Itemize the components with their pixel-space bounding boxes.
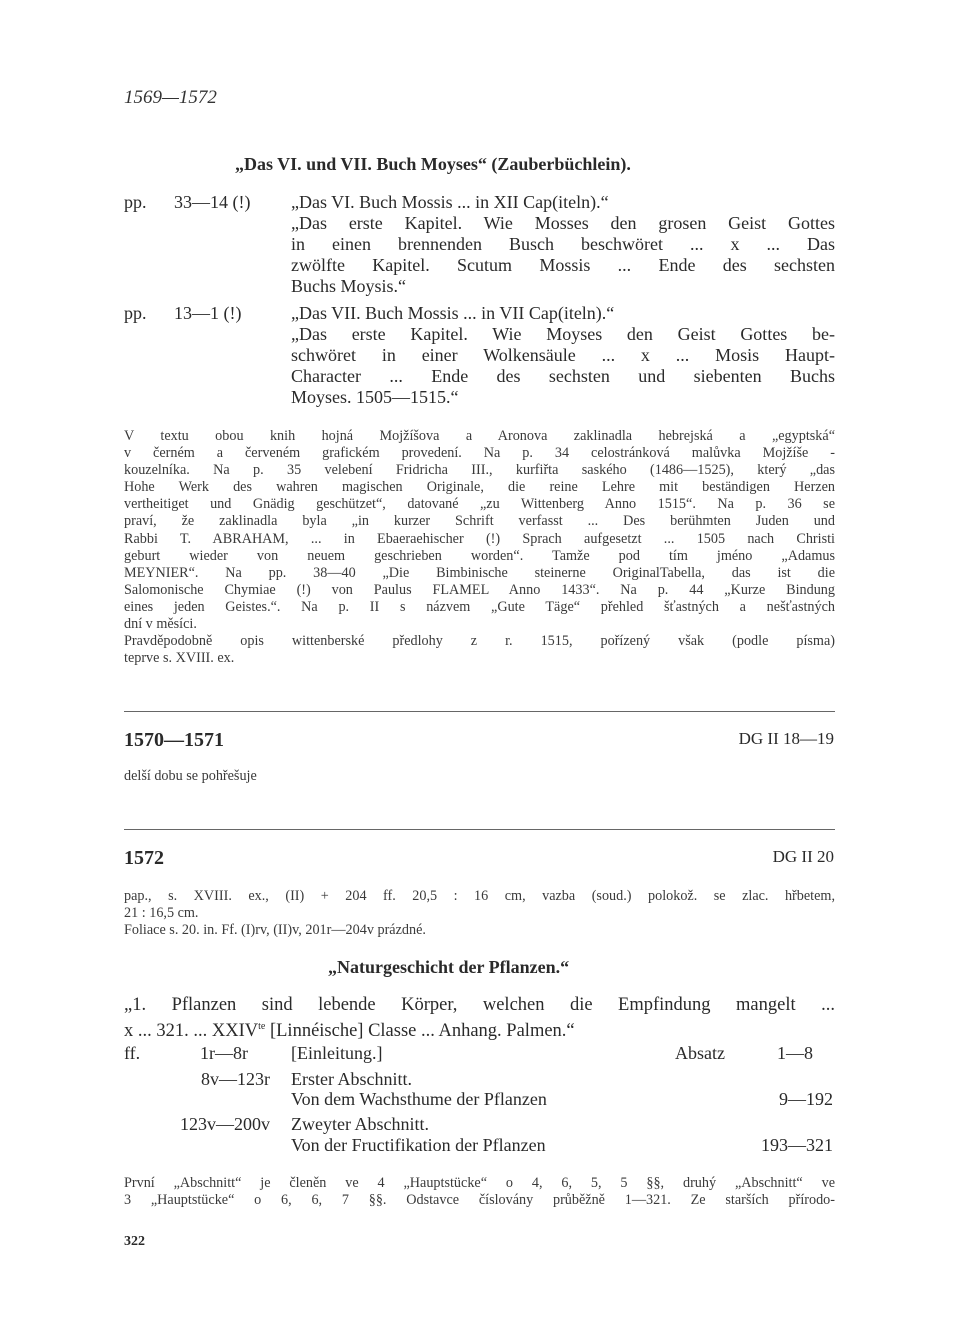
toc-text: Erster Abschnitt. [291, 1069, 412, 1089]
pp-label: pp. [124, 192, 147, 212]
desc-line: Foliace s. 20. in. Ff. (I)rv, (II)v, 201r—204v prázdné. [124, 922, 426, 939]
entry-status: delší dobu se pohřešuje [124, 768, 257, 784]
text-line: „Das VI. Buch Mossis ... in XII Cap(iteln).“ [291, 192, 609, 212]
page-range: 13—1 (!) [174, 303, 242, 323]
note-line: eines jeden Geistes.“. Na p. II s názvem „Gute Täge“ přehled šťastných a nešťastných [124, 598, 835, 615]
text-line: „Das erste Kapitel. Wie Mosses den grosen Geist Gottes [291, 213, 835, 233]
page-number: 322 [124, 1234, 145, 1249]
item-text-block [291, 303, 835, 408]
pp-label: pp. [124, 303, 147, 323]
text-line: Moyses. 1505—1515.“ [291, 387, 459, 407]
folio-range: 8v—123r [201, 1069, 270, 1089]
note-line: V textu obou knih hojná Mojžíšova a Aronova zaklinadla hebrejská a „egyptská“ [124, 428, 835, 444]
note-line: kouzelníka. Na p. 35 velebení Fridricha III., kurfiřta saského (1486—1525), který „das [124, 462, 835, 479]
shelf-signature: DG II 18—19 [738, 729, 834, 748]
note-line: Pravděpodobně opis wittenberské předlohy z r. 1515, pořízený však (podle písma) [124, 633, 835, 650]
note-line: praví, že zaklinadla byla „in kurzer Schrift verfasst ... Des berühmten Juden und [124, 513, 835, 530]
paragraph-range: 9—192 [779, 1089, 833, 1109]
ff-label: ff. [124, 1043, 141, 1063]
note-line: teprve s. XVIII. ex. [124, 650, 235, 667]
note-line: První „Abschnitt“ je členěn ve 4 „Hauptstücke“ o 4, 6, 5, 5 §§, druhý „Abschnitt“ ve [124, 1175, 835, 1191]
text-line: „Das VII. Buch Mossis ... in VII Cap(iteln).“ [291, 303, 615, 323]
desc-line: 21 : 16,5 cm. [124, 905, 199, 922]
note-line: geburt wieder von neuem geschrieben worden“. Tamže pod tím jméno „Adamus [124, 547, 835, 564]
running-header-years: 1569—1572 [124, 87, 217, 108]
physical-description [124, 888, 835, 939]
text-line: zwölfte Kapitel. Scutum Mossis ... Ende des sechsten [291, 255, 835, 275]
page-range: 33—14 (!) [174, 192, 251, 212]
note-line: Hohe Werk des wahren magischen Originale, die reine Lehre mit beständigen Herzen [124, 479, 835, 496]
entry-note [124, 1175, 835, 1209]
text-line: Character ... Ende des sechsten und siebenten Buchs [291, 366, 835, 386]
note-line: Rabbi T. ABRAHAM, ... in Ebaeraehischer (!) Sprach aufgesetzt ... 1505 nach Christi [124, 530, 835, 547]
toc-text: [Einleitung.] [291, 1043, 383, 1063]
text-line: in einen brennenden Busch beschwöret ... x ... Das [291, 234, 835, 254]
text-line: schwöret in einer Wolkensäule ... x ... Mosis Haupt- [291, 345, 835, 365]
paragraph-range: 1—8 [777, 1043, 813, 1063]
text-line: „Das erste Kapitel. Wie Moyses den Geist Gottes be- [291, 324, 835, 344]
entry-number: 1570—1571 [124, 729, 224, 751]
absatz-label: Absatz [675, 1043, 725, 1063]
incipit [124, 995, 835, 1042]
toc-text: Zweyter Abschnitt. [291, 1114, 429, 1134]
work-title: „Naturgeschicht der Pflanzen.“ [328, 957, 570, 977]
note-line: 3 „Hauptstücke“ o 6, 6, 7 §§. Odstavce číslovány průběžně 1—321. Ze starších přírodo- [124, 1192, 835, 1209]
entry-note [124, 428, 835, 667]
incipit-line: „1. Pflanzen sind lebende Körper, welchen die Empfindung mangelt ... [124, 995, 835, 1015]
note-line: dní v měsíci. [124, 616, 197, 633]
section-divider [124, 829, 835, 830]
toc-text: Von dem Wachsthume der Pflanzen [291, 1089, 547, 1109]
desc-line: pap., s. XVIII. ex., (II) + 204 ff. 20,5 : 16 cm, vazba (soud.) polokož. se zlac. hřbetem, [124, 888, 835, 904]
section-divider [124, 711, 835, 712]
folio-range: 1r—8r [200, 1043, 248, 1063]
shelf-signature: DG II 20 [772, 847, 834, 866]
note-line: MEYNIER“. Na pp. 38—40 „Die Bimbinische steinerne OriginalTabella, das ist die [124, 564, 835, 581]
folio-range: 123v—200v [180, 1114, 270, 1134]
paragraph-range: 193—321 [761, 1135, 833, 1155]
entry-title: „Das VI. und VII. Buch Moyses“ (Zauberbüchlein). [235, 154, 631, 174]
item-text-block [291, 192, 835, 297]
note-line: vertheitiget und Gnädig geschützet“, datované „zu Wittenberg Anno 1515“. Na p. 36 se [124, 496, 835, 513]
note-line: v černém a červeném grafickém provedení. Na p. 34 celostránková malůvka Mojžíše - [124, 445, 835, 462]
note-line: Salomonische Chymiae (!) von Paulus FLAMEL Anno 1433“. Na p. 44 „Kurze Bindung [124, 581, 835, 598]
toc-text: Von der Fructifikation der Pflanzen [291, 1135, 546, 1155]
entry-number: 1572 [124, 847, 164, 869]
text-line: Buchs Moysis.“ [291, 276, 407, 296]
incipit-line: x ... 321. ... $XXIV^{te}$ [Linnéische] Classe ... Anhang. Palmen.“ [124, 1021, 575, 1042]
